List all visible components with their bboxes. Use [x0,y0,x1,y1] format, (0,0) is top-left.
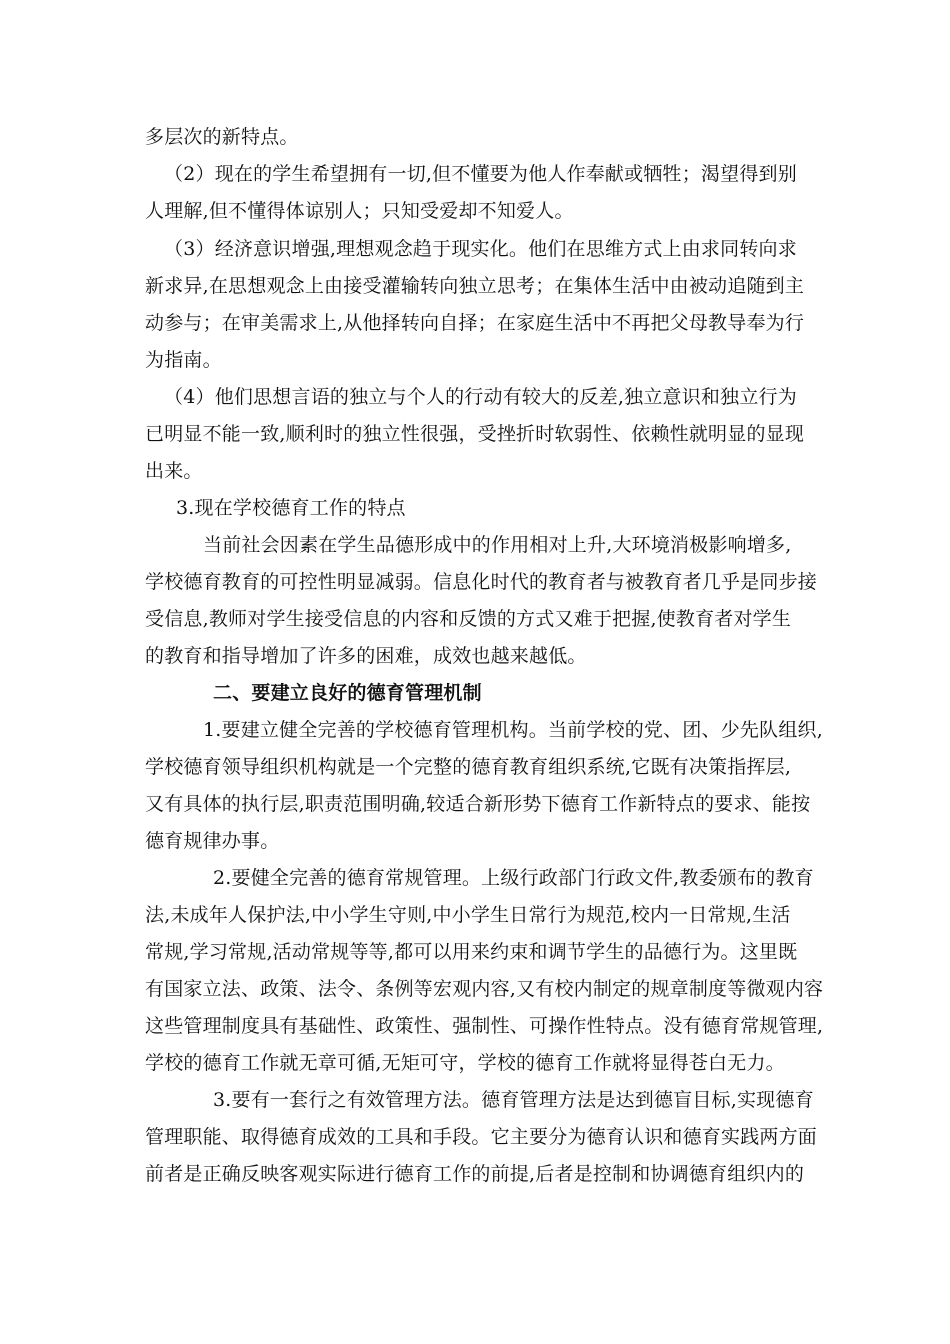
paragraph-line: 受信息,教师对学生接受信息的内容和反馈的方式又难于把握,使教育者对学生 [145,608,792,630]
paragraph-line: 法,未成年人保护法,中小学生守则,中小学生日常行为规范,校内一日常规,生活 [145,904,791,926]
paragraph-line: 已明显不能一致,顺利时的独立性很强，受挫折时软弱性、依赖性就明显的显现 [145,423,805,445]
paragraph-line: 学校德育领导组织机构就是一个完整的德育教育组织系统,它既有决策指挥层, [145,756,792,778]
paragraph-line: 出来。 [145,460,203,482]
paragraph-line: 为指南。 [145,349,222,371]
paragraph-line: 常规,学习常规,活动常规等等,都可以用来约束和调节学生的品德行为。这里既 [145,941,798,963]
paragraph-line: （3）经济意识增强,理想观念趋于现实化。他们在思维方式上由求同转向求 [164,238,797,260]
paragraph-line: 学校的德育工作就无章可循,无矩可守，学校的德育工作就将显得苍白无力。 [145,1052,785,1074]
paragraph-line: 的教育和指导增加了许多的困难，成效也越来越低。 [145,645,587,667]
paragraph-line: 德育规律办事。 [145,830,280,852]
paragraph-line: 1.要建立健全完善的学校德育管理机构。当前学校的党、团、少先队组织, [203,719,823,741]
paragraph-line: 人理解,但不懂得体谅别人；只知受爱却不知爱人。 [145,200,574,222]
paragraph-line: 这些管理制度具有基础性、政策性、强制性、可操作性特点。没有德育常规管理, [145,1015,824,1037]
paragraph-line: 学校德育教育的可控性明显减弱。信息化时代的教育者与被教育者几乎是同步接 [145,571,818,593]
paragraph-line: 新求异,在思想观念上由接受灌输转向独立思考；在集体生活中由被动追随到主 [145,275,805,297]
paragraph-line: （2）现在的学生希望拥有一切,但不懂要为他人作奉献或牺牲；渴望得到别 [164,163,797,185]
paragraph-line: 有国家立法、政策、法令、条例等宏观内容,又有校内制定的规章制度等微观内容 [145,978,824,1000]
paragraph-line: 动参与；在审美需求上,从他择转向自择；在家庭生活中不再把父母教导奉为行 [145,312,805,334]
subheading: 3.现在学校德育工作的特点 [176,497,406,519]
paragraph-line: 管理职能、取得德育成效的工具和手段。它主要分为德育认识和德育实践两方面 [145,1126,818,1148]
section-heading: 二、要建立良好的德育管理机制 [213,682,482,704]
paragraph-line: 又有具体的执行层,职责范围明确,较适合新形势下德育工作新特点的要求、能按 [145,793,811,815]
paragraph-line: 当前社会因素在学生品德形成中的作用相对上升,大环境消极影响增多, [203,534,792,556]
paragraph-line: 多层次的新特点。 [145,126,299,148]
paragraph-line: 2.要健全完善的德育常规管理。上级行政部门行政文件,教委颁布的教育 [213,867,814,889]
paragraph-line: 3.要有一套行之有效管理方法。德育管理方法是达到德盲目标,实现德育 [213,1089,814,1111]
paragraph-line: 前者是正确反映客观实际进行德育工作的前提,后者是控制和协调德育组织内的 [145,1163,805,1185]
paragraph-line: （4）他们思想言语的独立与个人的行动有较大的反差,独立意识和独立行为 [164,386,797,408]
